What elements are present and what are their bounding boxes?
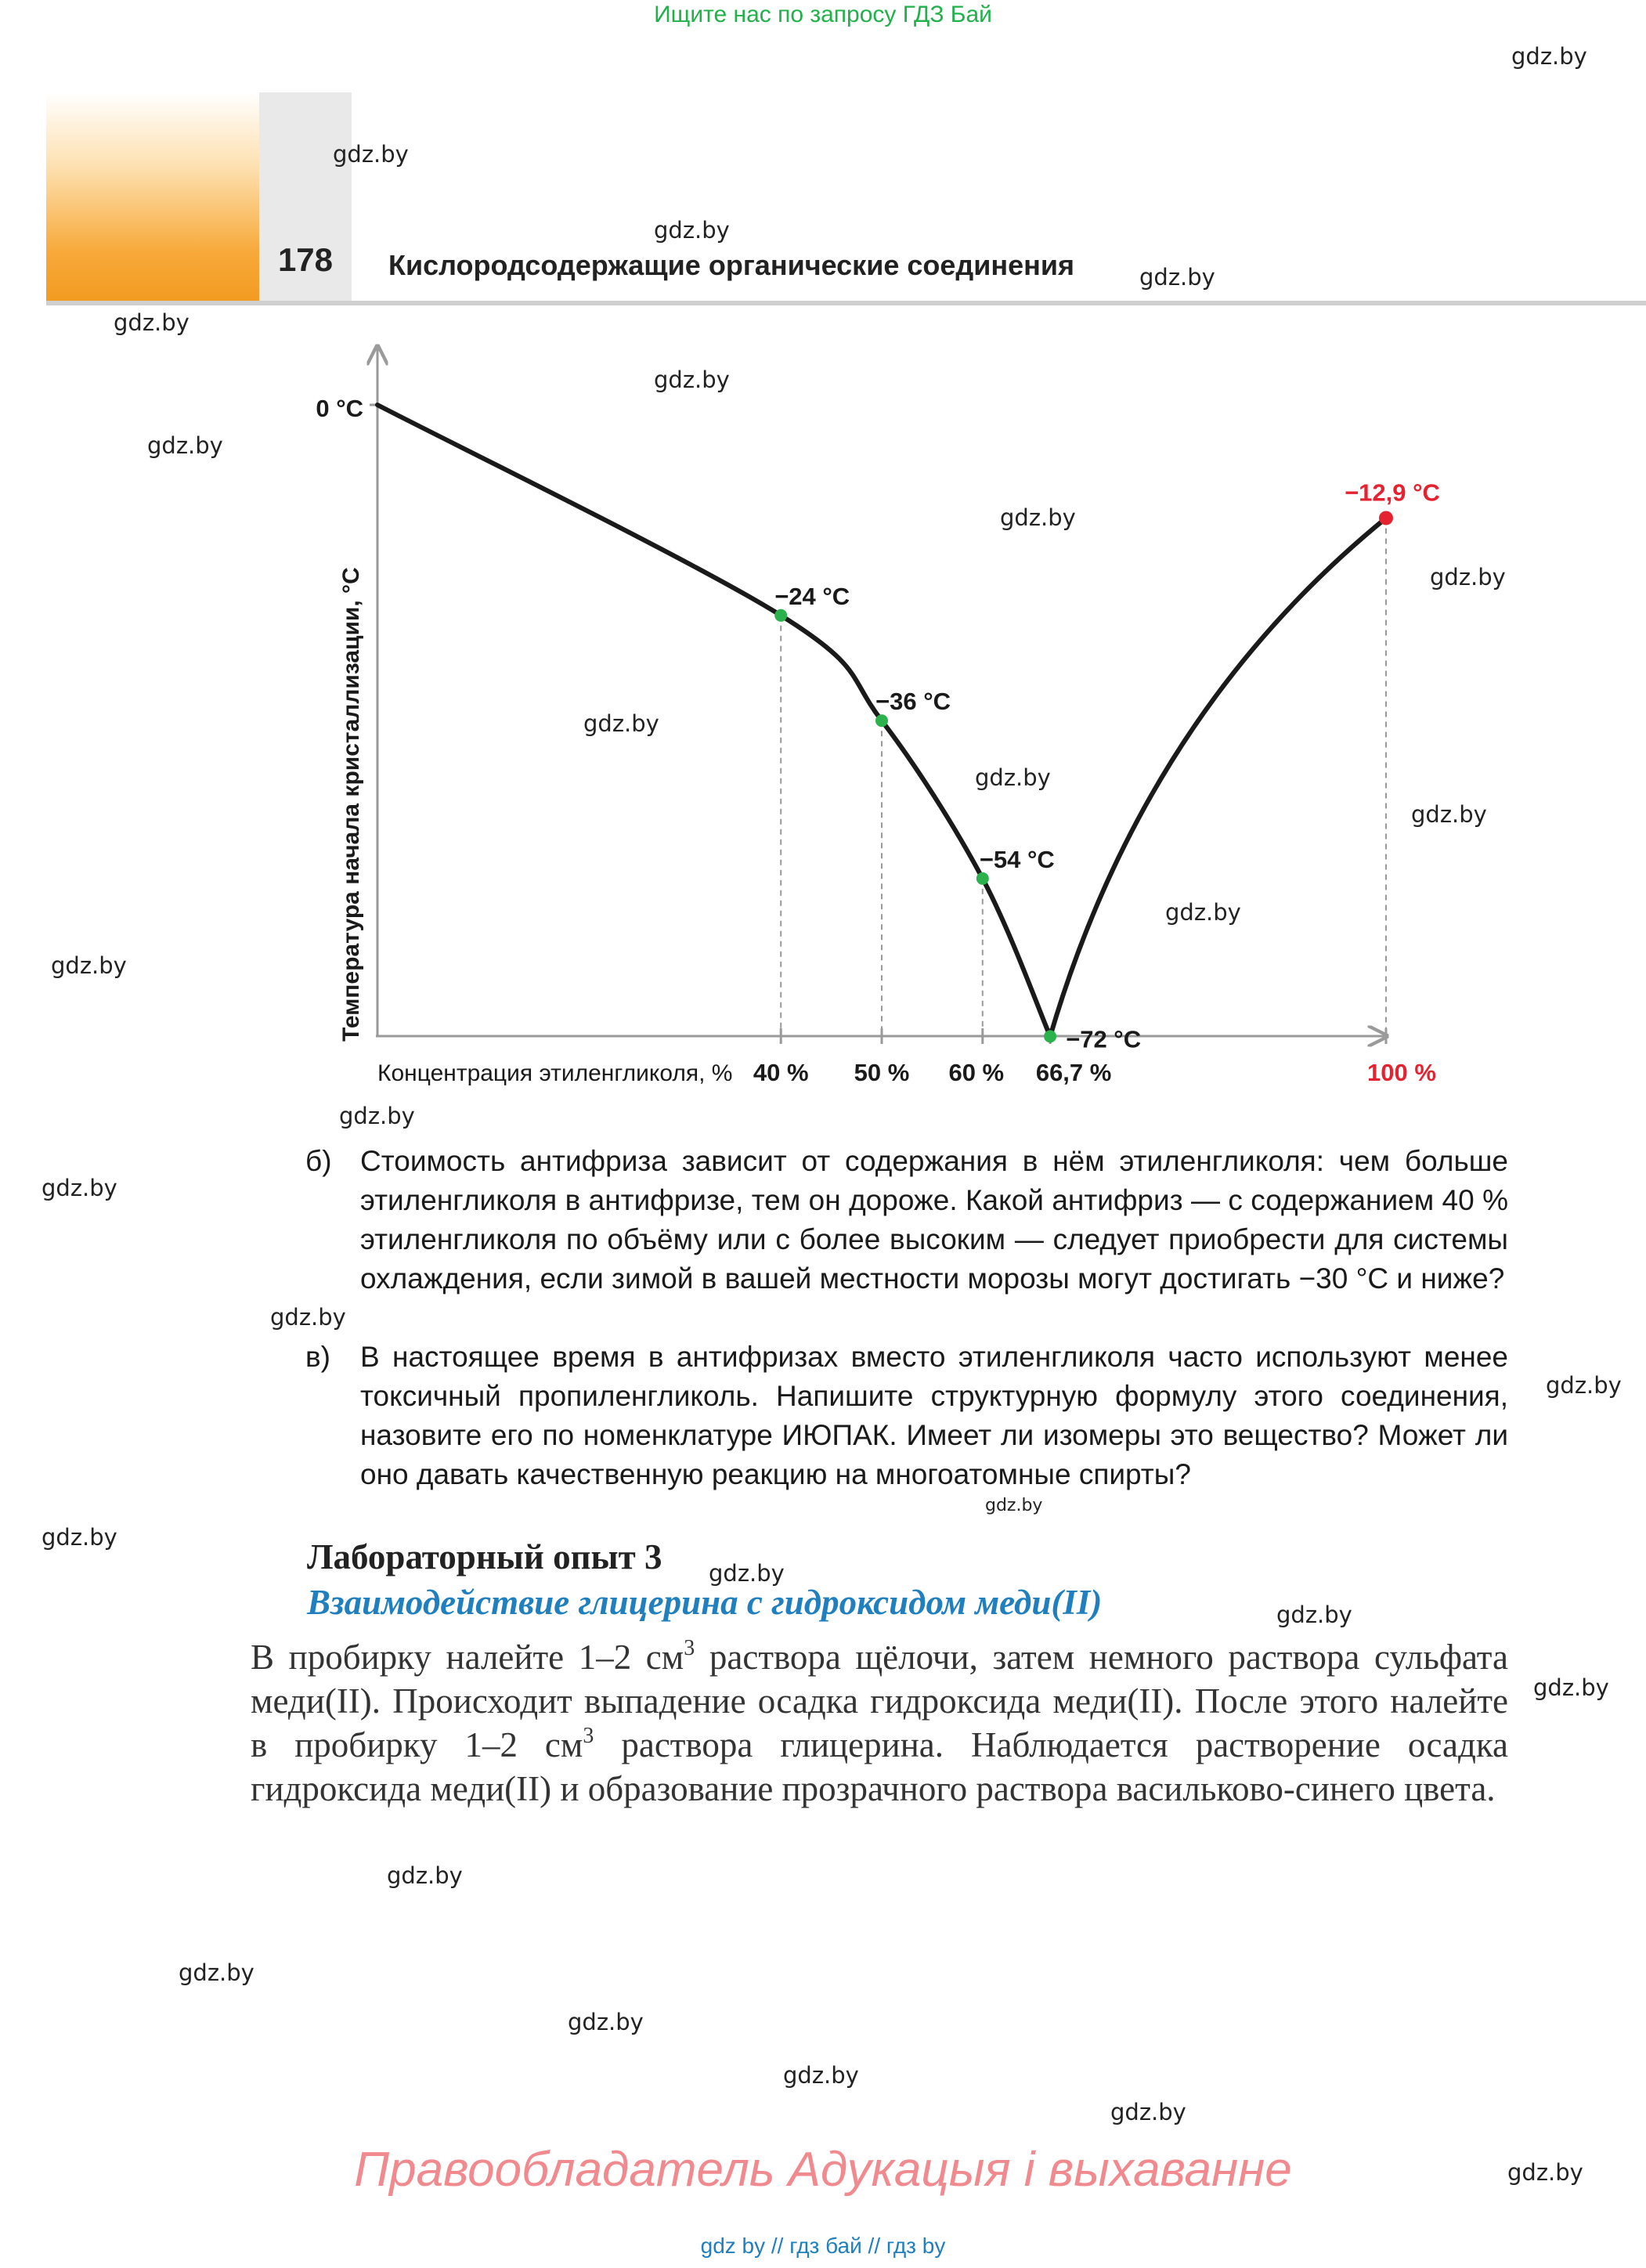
chapter-title: Кислородсодержащие органические соединения [388, 249, 1075, 281]
watermark: gdz.by [654, 367, 730, 393]
watermark: gdz.by [42, 1524, 117, 1551]
point-value-label: −24 °С [774, 582, 850, 610]
y-top-label: 0 °С [316, 395, 363, 422]
freezing-point-chart [0, 0, 1646, 1112]
lab-sup-1: 3 [684, 1636, 695, 1660]
watermark: gdz.by [51, 952, 127, 979]
data-point [976, 872, 989, 885]
watermark: gdz.by [270, 1304, 346, 1331]
x-tick-label: 66,7 % [1035, 1059, 1112, 1086]
data-point [875, 714, 888, 727]
watermark: gdz.by [114, 309, 190, 336]
x-axis-label: Концентрация этиленгликоля, % [377, 1060, 733, 1086]
lab-body-part-1: В пробирку налейте 1–2 см [251, 1638, 684, 1677]
watermark: gdz.by [339, 1103, 415, 1129]
watermark: gdz.by [42, 1175, 117, 1201]
copyright-notice: Правообладатель Адукацыя і выхаванне [354, 2143, 1292, 2197]
watermark: gdz.by [783, 2062, 859, 2089]
point-value-label: −36 °С [875, 688, 951, 716]
watermark: gdz.by [147, 432, 223, 459]
watermark: gdz.by [975, 764, 1051, 791]
watermark: gdz.by [709, 1560, 785, 1587]
watermark: gdz.by [1507, 2159, 1583, 2186]
lab-subtitle: Взаимодействие глицерина с гидроксидом меди(II) [307, 1583, 1103, 1622]
bottom-links[interactable]: gdz by // гдз бай // гдз by [700, 2234, 946, 2258]
watermark: gdz.by [1110, 2099, 1186, 2125]
watermark: gdz.by [387, 1862, 463, 1889]
point-value-label: −12,9 °С [1345, 479, 1440, 507]
lab-title: Лабораторный опыт 3 [307, 1537, 662, 1576]
lab-body-part-3: раствора глицерина. Наблюдается растворение осадка гидроксида меди(II) и образование прозрачного раствора васильково-синего цвета. [251, 1725, 1508, 1808]
lab-body-part-2: раствора щёлочи, затем немного раствора сульфата меди(II). Происходит выпадение осадка гидроксида меди(II). После этого налейте в пробирку 1–2 см [251, 1638, 1508, 1764]
lab-sup-2: 3 [583, 1724, 594, 1748]
question-b-label: б) [305, 1145, 332, 1177]
watermark: gdz.by [583, 710, 659, 737]
watermark: gdz.by [1000, 504, 1076, 531]
watermark: gdz.by [1411, 801, 1487, 828]
data-point [1044, 1030, 1056, 1042]
question-v-label: в) [305, 1341, 330, 1373]
x-tick-label: 50 % [854, 1059, 910, 1086]
x-tick-label: 100 % [1367, 1059, 1436, 1086]
top-promo-note: Ищите нас по запросу ГДЗ Бай [654, 2, 992, 27]
watermark: gdz.by [1139, 264, 1215, 291]
watermark: gdz.by [1511, 43, 1587, 70]
data-point [1379, 511, 1393, 525]
watermark: gdz.by [1546, 1372, 1622, 1399]
watermark: gdz.by [568, 2009, 644, 2035]
point-value-label: −54 °С [979, 845, 1055, 873]
y-axis-label: Температура начала кристаллизации, °С [338, 567, 364, 1042]
lab-body [251, 1635, 1508, 1811]
question-v-text: В настоящее время в антифризах вместо этиленгликоля часто используют менее токсичный пропиленгликоль. Напишите структурную формулу этого соединения, назовите его по номенклатуре ИЮПАК. Имеет ли изомеры это вещество? Может ли оно давать качественную реакцию на многоатомные спирты? [360, 1341, 1508, 1490]
point-value-label: −72 °С [1066, 1025, 1142, 1053]
watermark: gdz.by [333, 141, 409, 168]
x-tick-label: 60 % [948, 1059, 1005, 1086]
question-b-text: Стоимость антифриза зависит от содержания в нём этиленгликоля: чем больше этиленгликоля в антифризе, тем он дороже. Какой антифриз — с содержанием 40 % этиленгликоля по объёму или с более высоким — следует приобрести для системы охлаждения, если зимой в вашей местности морозы могут достигать −30 °С и ниже? [360, 1145, 1508, 1295]
watermark: gdz.by [1430, 564, 1506, 590]
watermark: gdz.by [985, 1496, 1043, 1515]
watermark: gdz.by [654, 217, 730, 244]
data-point [774, 609, 787, 622]
watermark: gdz.by [1533, 1674, 1609, 1701]
x-tick-label: 40 % [753, 1059, 809, 1086]
watermark: gdz.by [1165, 899, 1241, 926]
watermark: gdz.by [1276, 1602, 1352, 1628]
page-number: 178 [277, 241, 334, 278]
watermark: gdz.by [179, 1959, 254, 1986]
